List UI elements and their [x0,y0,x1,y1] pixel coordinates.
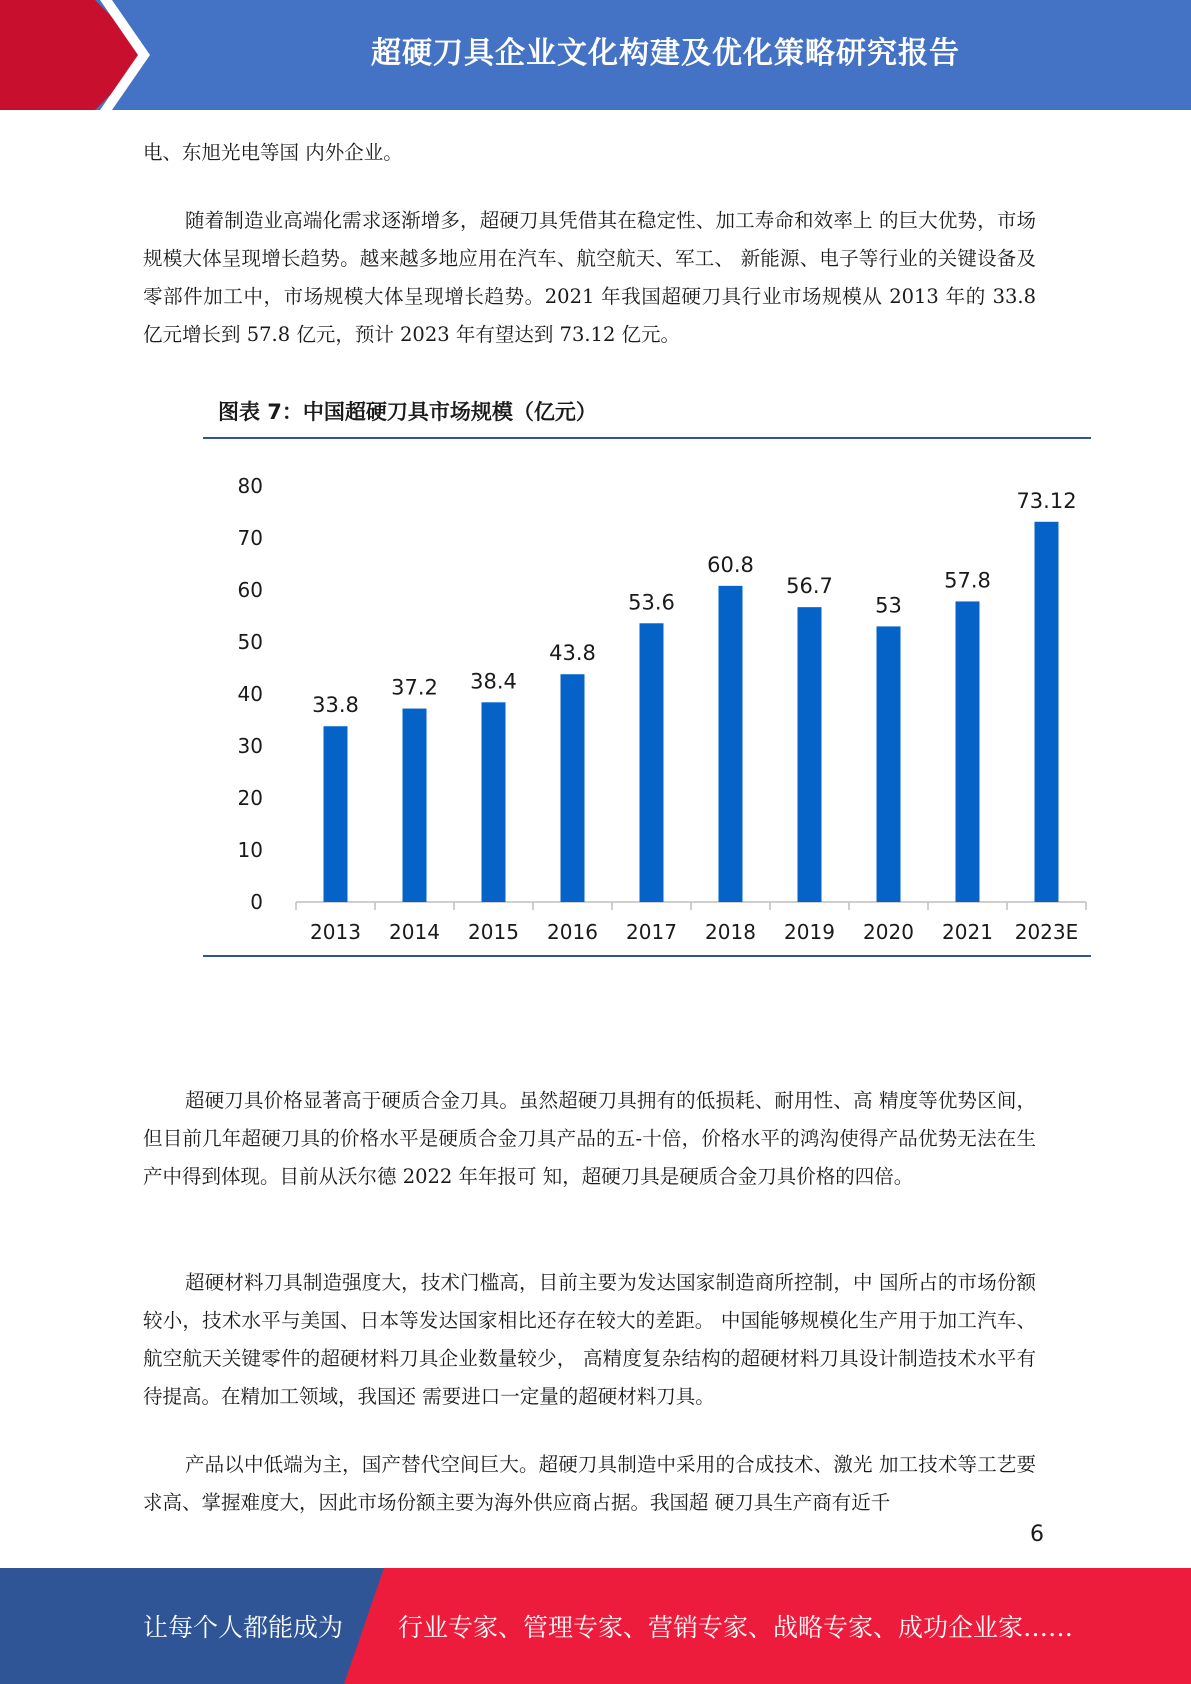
page-header [0,0,1191,110]
data-label-2017: 53.6 [628,590,675,615]
paragraph-4: 超硬材料刀具制造强度大，技术门槛高，目前主要为发达国家制造商所控制，中 国所占的市场份额较小，技术水平与美国、日本等发达国家相比还存在较大的差距。 中国能够规模化生产用于加工汽车、航空航天关键零件的超硬材料刀具企业数量较少， 高精度复杂结构的超硬材料刀具设计制造技术水平有待提高。在精加工领域，我国还 需要进口一定量的超硬材料刀具。 [143,1271,1036,1408]
bar-chart [203,450,1091,950]
y-tick-label: 40 [237,682,263,706]
bar-2021 [956,601,980,902]
header-title: 超硬刀具企业文化构建及优化策略研究报告 [371,36,960,71]
data-label-2014: 37.2 [391,675,438,700]
data-label-2020: 53 [875,593,902,618]
data-label-2019: 56.7 [786,574,833,599]
y-tick-label: 50 [237,630,263,654]
y-tick-label: 20 [237,786,263,810]
y-tick-label: 70 [237,526,263,550]
data-label-2013: 33.8 [312,693,359,718]
x-tick-label-2014: 2014 [389,920,440,944]
x-tick-label-2016: 2016 [547,920,598,944]
data-label-2021: 57.8 [944,568,991,593]
paragraph-3: 超硬刀具价格显著高于硬质合金刀具。虽然超硬刀具拥有的低损耗、耐用性、高 精度等优势区间，但目前几年超硬刀具的价格水平是硬质合金刀具产品的五-十倍，价格水平的鸿沟使得产品优势无法在生产中得到体现。目前从沃尔德 2022 年年报可 知，超硬刀具是硬质合金刀具价格的四倍。 [143,1089,1036,1188]
x-tick-label-2019: 2019 [784,920,835,944]
paragraph-2: 随着制造业高端化需求逐渐增多，超硬刀具凭借其在稳定性、加工寿命和效率上 的巨大优势，市场规模大体呈现增长趋势。越来越多地应用在汽车、航空航天、军工、 新能源、电子等行业的关键设备及零部件加工中，市场规模大体呈现增长趋势。2021 年我国超硬刀具行业市场规模从 2013 年的 33.8 亿元增长到 57.8 亿元，预计 2023 年有望达到 73.12 亿元。 [143,209,1036,346]
bar-2017 [640,623,664,902]
x-tick-label-2013: 2013 [310,920,361,944]
bar-2014 [403,709,427,902]
y-tick-label: 10 [237,838,263,862]
figure-caption: 图表 7：中国超硬刀具市场规模（亿元） [218,400,597,424]
bar-2019 [798,607,822,902]
page-footer [0,1568,1191,1684]
y-tick-label: 0 [250,890,263,914]
footer-slogan-right: 行业专家、管理专家、营销专家、战略专家、成功企业家…… [398,1613,1074,1642]
bar-2013 [324,726,348,902]
figure-top-rule [203,437,1091,439]
y-tick-label: 30 [237,734,263,758]
bar-2023E [1035,522,1059,902]
data-label-2018: 60.8 [707,552,754,577]
data-label-2016: 43.8 [549,641,596,666]
x-tick-label-2017: 2017 [626,920,677,944]
page-number: 6 [1030,1522,1044,1547]
bar-2015 [482,702,506,902]
x-tick-label-2018: 2018 [705,920,756,944]
footer-slogan-left: 让每个人都能成为 [143,1613,344,1642]
figure-bottom-rule [203,955,1091,957]
data-label-2023E: 73.12 [1016,488,1077,513]
bar-2018 [719,586,743,902]
x-tick-label-2023E: 2023E [1014,920,1079,944]
paragraph-5: 产品以中低端为主，国产替代空间巨大。超硬刀具制造中采用的合成技术、激光 加工技术等工艺要求高、掌握难度大，因此市场份额主要为海外供应商占据。我国超 硬刀具生产商有近千 [143,1453,1036,1514]
data-label-2015: 38.4 [470,669,517,694]
x-tick-label-2015: 2015 [468,920,519,944]
paragraph-1: 电、东旭光电等国 内外企业。 [143,141,403,164]
y-tick-label: 60 [237,578,263,602]
x-tick-label-2021: 2021 [942,920,993,944]
bar-2020 [877,626,901,902]
bar-2016 [561,674,585,902]
y-tick-label: 80 [237,474,263,498]
x-tick-label-2020: 2020 [863,920,914,944]
